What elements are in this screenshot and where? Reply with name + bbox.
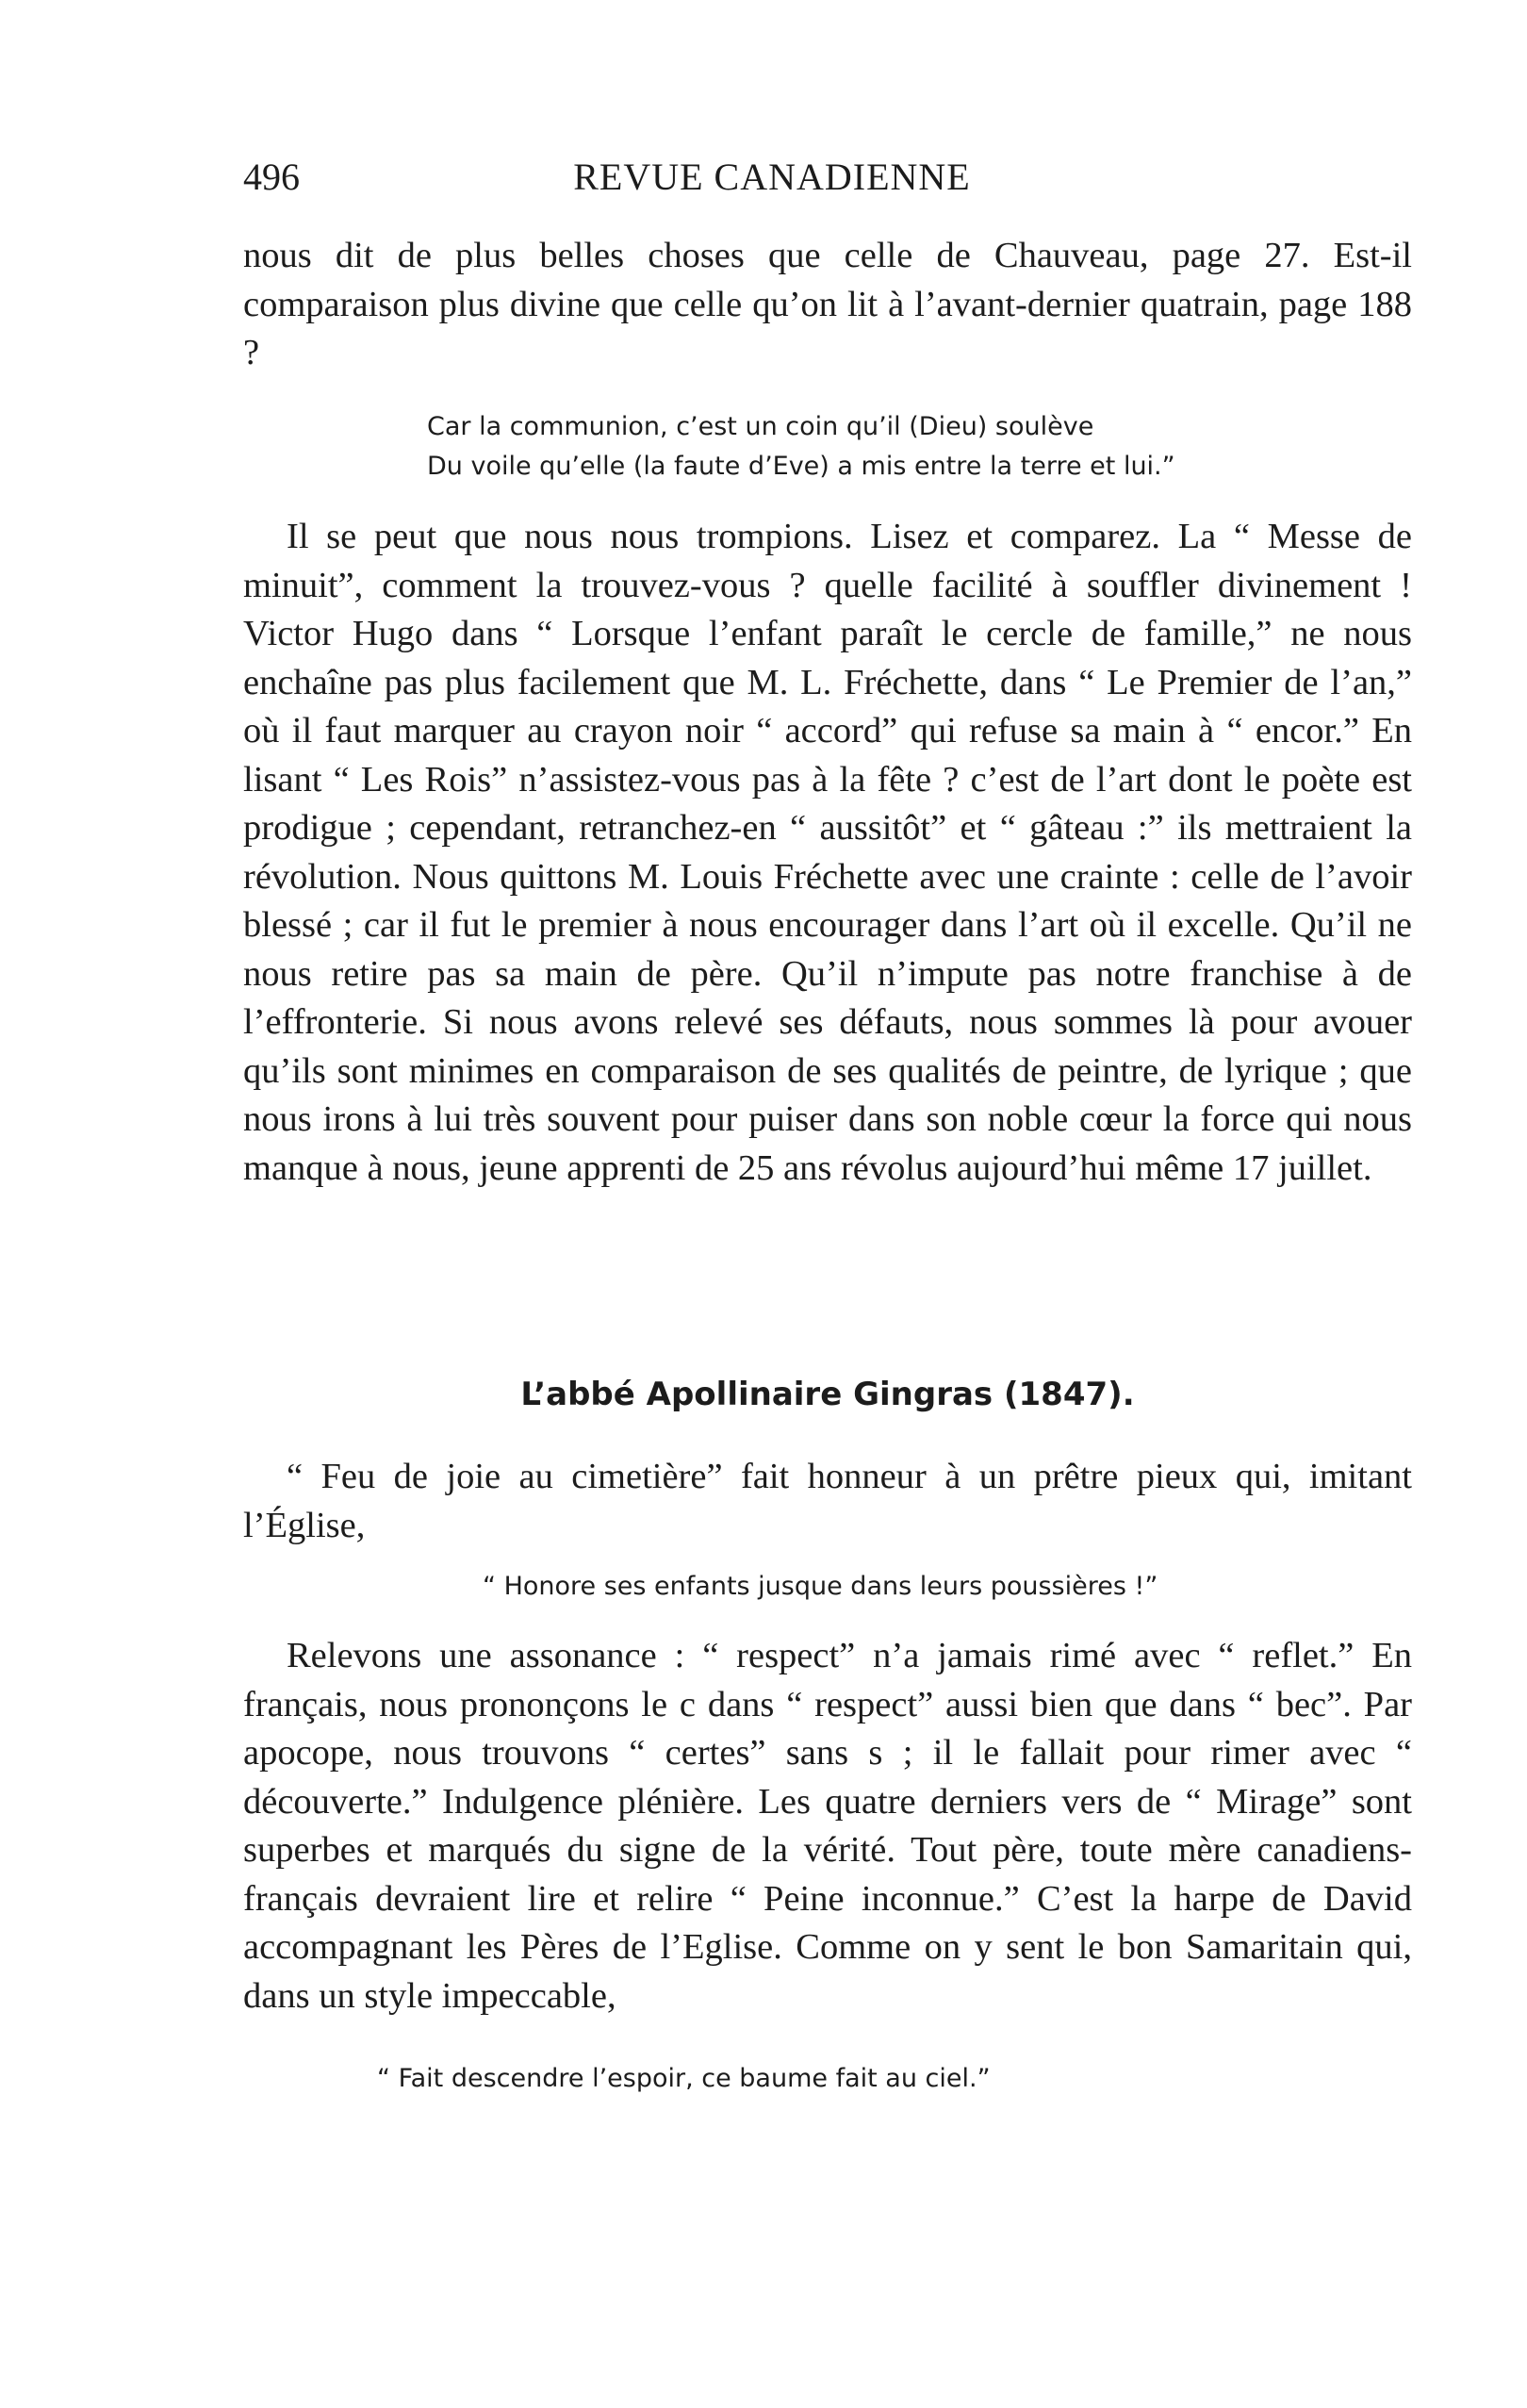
verse-line: Du voile qu’elle (la faute d’Eve) a mis entre la terre et lui.” [427,452,1175,481]
verse-quote-honore: “ Honore ses enfants jusque dans leurs poussières !” [483,1572,1158,1601]
page-number: 496 [243,156,300,198]
journal-title: REVUE CANADIENNE [573,156,971,198]
paragraph-gingras-intro: “ Feu de joie au cimetière” fait honneur à un prêtre pieux qui, imitant l’Église, [243,1457,1412,1545]
paragraph-continued: nous dit de plus belles choses que celle de Chauveau, page 27. Est-il comparaison plus divine que celle qu’on lit à l’avant-dernier quatrain, page 188 ? [243,236,1412,372]
verse-quote-espoir: “ Fait descendre l’espoir, ce baume fait au ciel.” [377,2064,991,2093]
verse-line: Car la communion, c’est un coin qu’il (Dieu) soulève [427,412,1094,441]
verse-quote-communion [427,407,1175,487]
paragraph-assonance: Relevons une assonance : “ respect” n’a jamais rimé avec “ reflet.” En français, nous prononçons le c dans “ respect” aussi bien que dans “ bec”. Par apocope, nous trouvons “ certes” sans s ; il le fallait pour rimer avec “ découverte.” Indulgence plénière. Les quatre derniers vers de “ Mirage” sont superbes et marqués du signe de la vérité. Tout père, toute mère canadiens-français devraient lire et relire “ Peine inconnue.” C’est la harpe de David accompagnant les Pères de l’Eglise. Comme on y sent le bon Samaritain qui, dans un style impeccable, [243,1636,1412,2016]
section-heading: L’abbé Apollinaire Gingras (1847). [520,1376,1135,1413]
running-head [243,151,1301,204]
paragraph-frechette: Il se peut que nous nous trompions. Lisez et comparez. La “ Messe de minuit”, comment la trouvez-vous ? quelle facilité à souffler divinement ! Victor Hugo dans “ Lorsque l’enfant paraît le cercle de famille,” ne nous enchaîne pas plus facilement que M. L. Fréchette, dans “ Le Premier de l’an,” où il faut marquer au crayon noir “ accord” qui refuse sa main à “ encor.” En lisant “ Les Rois” n’assistez-vous pas à la fête ? c’est de l’art dont le poète est prodigue ; cependant, retranchez-en “ aussitôt” et “ gâteau :” ils mettraient la révolution. Nous quittons M. Louis Fréchette avec une crainte : celle de l’avoir blessé ; car il fut le premier à nous encourager dans l’art où il excelle. Qu’il ne nous retire pas sa main de père. Qu’il n’impute pas notre franchise à de l’effronterie. Si nous avons relevé ses défauts, nous sommes là pour avouer qu’ils sont minimes en comparaison de ses qualités de peintre, de lyrique ; que nous irons à lui très souvent pour puiser dans son noble cœur la force qui nous manque à nous, jeune apprenti de 25 ans révolus aujourd’hui même 17 juillet. [243,517,1412,1188]
